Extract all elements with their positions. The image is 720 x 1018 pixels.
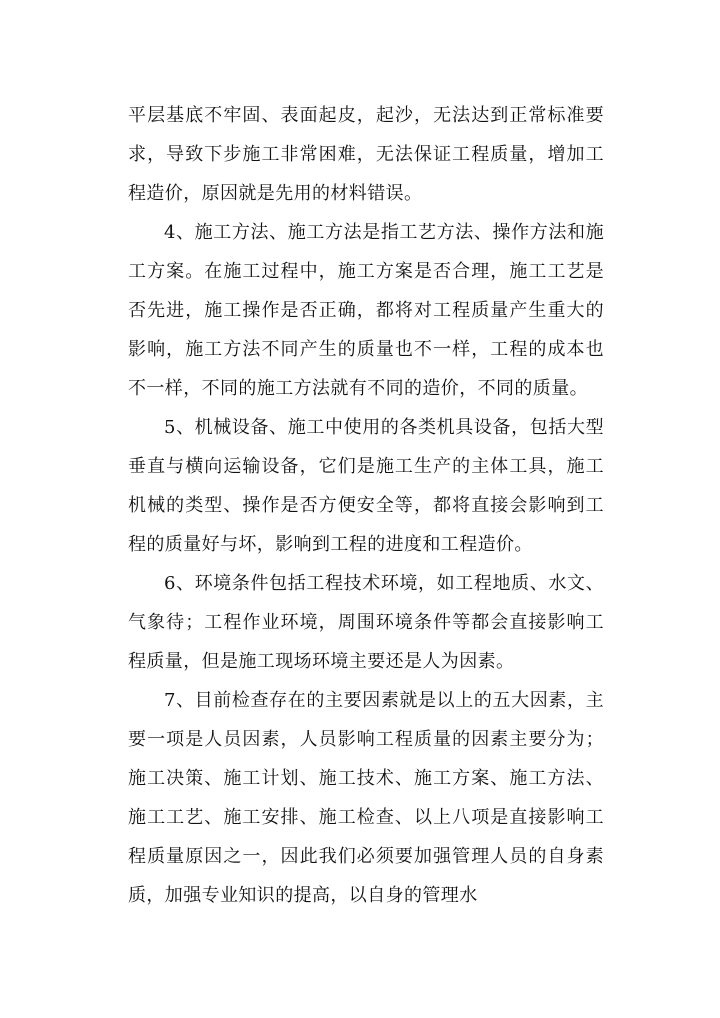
paragraph-machinery-equipment: 5、机械设备、施工中使用的各类机具设备，包括大型垂直与横向运输设备，它们是施工生产的主体工具，施工机械的类型、操作是否方便安全等，都将直接会影响到工程的质量好与坏，影响到工程的进度和工程造价。 <box>128 417 604 555</box>
paragraph-continued: 平层基底不牢固、表面起皮，起沙，无法达到正常标准要求，导致下步施工非常困难，无法保证工程质量，增加工程造价，原因就是先用的材料错误。 <box>128 105 604 204</box>
document-body <box>128 96 604 915</box>
paragraph-environmental-conditions: 6、环境条件包括工程技术环境，如工程地质、水文、气象待；工程作业环境，周围环境条件等都会直接影响工程质量，但是施工现场环境主要还是人为因素。 <box>128 573 604 672</box>
paragraph-construction-method: 4、施工方法、施工方法是指工艺方法、操作方法和施工方案。在施工过程中，施工方案是否合理，施工工艺是否先进，施工操作是否正确，都将对工程质量产生重大的影响，施工方法不同产生的质量也不一样，工程的成本也不一样，不同的施工方法就有不同的造价，不同的质量。 <box>128 222 604 399</box>
paragraph-main-factors: 7、目前检查存在的主要因素就是以上的五大因素，主要一项是人员因素，人员影响工程质量的因素主要分为；施工决策、施工计划、施工技术、施工方案、施工方法、施工工艺、施工安排、施工检查、以上八项是直接影响工程质量原因之一，因此我们必须要加强管理人员的自身素质，加强专业知识的提高，以自身的管理水 <box>128 690 604 906</box>
